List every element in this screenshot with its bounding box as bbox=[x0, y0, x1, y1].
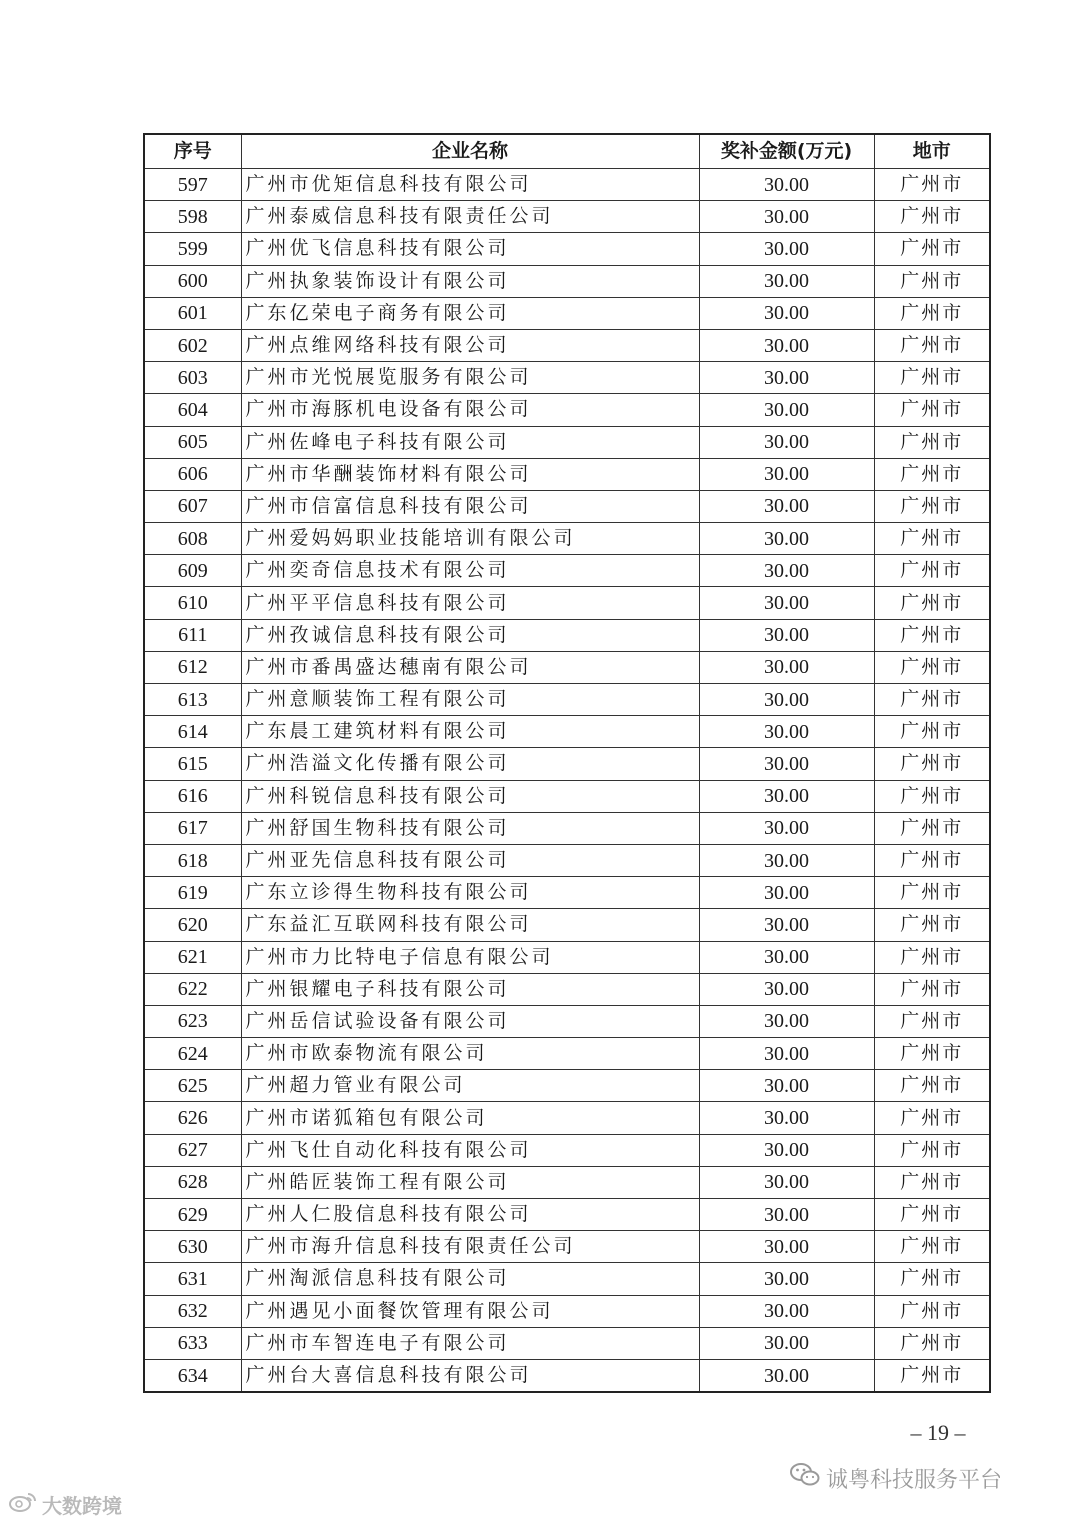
row-index: 603 bbox=[144, 362, 241, 394]
row-index: 604 bbox=[144, 394, 241, 426]
row-company: 广州浩溢文化传播有限公司 bbox=[241, 748, 699, 780]
table-body bbox=[144, 169, 990, 1393]
table-row bbox=[144, 329, 990, 361]
row-company: 广州科锐信息科技有限公司 bbox=[241, 780, 699, 812]
table-row bbox=[144, 684, 990, 716]
row-amount: 30.00 bbox=[699, 362, 874, 394]
row-index: 624 bbox=[144, 1038, 241, 1070]
row-city: 广州市 bbox=[874, 684, 990, 716]
row-city: 广州市 bbox=[874, 812, 990, 844]
row-company: 广州市海升信息科技有限责任公司 bbox=[241, 1231, 699, 1263]
table-row bbox=[144, 1166, 990, 1198]
row-city: 广州市 bbox=[874, 780, 990, 812]
row-index: 617 bbox=[144, 812, 241, 844]
table-row bbox=[144, 619, 990, 651]
row-city: 广州市 bbox=[874, 651, 990, 683]
row-amount: 30.00 bbox=[699, 169, 874, 201]
row-company: 广州平平信息科技有限公司 bbox=[241, 587, 699, 619]
row-amount: 30.00 bbox=[699, 1359, 874, 1392]
table-header bbox=[144, 134, 990, 169]
row-company: 广州亚先信息科技有限公司 bbox=[241, 844, 699, 876]
row-amount: 30.00 bbox=[699, 812, 874, 844]
header-city: 地市 bbox=[874, 134, 990, 169]
row-company: 广州市欧泰物流有限公司 bbox=[241, 1038, 699, 1070]
row-company: 广东立诊得生物科技有限公司 bbox=[241, 877, 699, 909]
row-amount: 30.00 bbox=[699, 1102, 874, 1134]
row-index: 602 bbox=[144, 329, 241, 361]
table-row bbox=[144, 844, 990, 876]
table-row bbox=[144, 1070, 990, 1102]
row-amount: 30.00 bbox=[699, 1005, 874, 1037]
row-city: 广州市 bbox=[874, 716, 990, 748]
table-row bbox=[144, 297, 990, 329]
row-company: 广州超力管业有限公司 bbox=[241, 1070, 699, 1102]
row-index: 608 bbox=[144, 523, 241, 555]
table-row bbox=[144, 1005, 990, 1037]
row-city: 广州市 bbox=[874, 1199, 990, 1231]
row-amount: 30.00 bbox=[699, 651, 874, 683]
row-company: 广州市诺狐箱包有限公司 bbox=[241, 1102, 699, 1134]
table-row bbox=[144, 780, 990, 812]
row-index: 597 bbox=[144, 169, 241, 201]
row-index: 625 bbox=[144, 1070, 241, 1102]
table-row bbox=[144, 941, 990, 973]
row-city: 广州市 bbox=[874, 1102, 990, 1134]
table-row bbox=[144, 909, 990, 941]
table-row bbox=[144, 587, 990, 619]
table-row bbox=[144, 1038, 990, 1070]
table-row bbox=[144, 169, 990, 201]
row-index: 633 bbox=[144, 1327, 241, 1359]
row-company: 广州舒国生物科技有限公司 bbox=[241, 812, 699, 844]
row-city: 广州市 bbox=[874, 555, 990, 587]
row-index: 629 bbox=[144, 1199, 241, 1231]
row-index: 622 bbox=[144, 973, 241, 1005]
table-row bbox=[144, 426, 990, 458]
row-amount: 30.00 bbox=[699, 1263, 874, 1295]
row-index: 610 bbox=[144, 587, 241, 619]
row-city: 广州市 bbox=[874, 1038, 990, 1070]
row-city: 广州市 bbox=[874, 877, 990, 909]
wechat-icon bbox=[790, 1462, 820, 1494]
row-city: 广州市 bbox=[874, 233, 990, 265]
row-index: 628 bbox=[144, 1166, 241, 1198]
row-company: 广东亿荣电子商务有限公司 bbox=[241, 297, 699, 329]
row-company: 广东益汇互联网科技有限公司 bbox=[241, 909, 699, 941]
row-amount: 30.00 bbox=[699, 1327, 874, 1359]
table-row bbox=[144, 523, 990, 555]
row-index: 631 bbox=[144, 1263, 241, 1295]
row-amount: 30.00 bbox=[699, 1199, 874, 1231]
row-city: 广州市 bbox=[874, 1359, 990, 1392]
row-index: 601 bbox=[144, 297, 241, 329]
table-row bbox=[144, 1134, 990, 1166]
row-amount: 30.00 bbox=[699, 909, 874, 941]
row-amount: 30.00 bbox=[699, 458, 874, 490]
table-row bbox=[144, 716, 990, 748]
table-row bbox=[144, 1359, 990, 1392]
row-company: 广州市光悦展览服务有限公司 bbox=[241, 362, 699, 394]
row-index: 606 bbox=[144, 458, 241, 490]
row-amount: 30.00 bbox=[699, 844, 874, 876]
row-company: 广州奕奇信息技术有限公司 bbox=[241, 555, 699, 587]
row-city: 广州市 bbox=[874, 587, 990, 619]
row-company: 广州遇见小面餐饮管理有限公司 bbox=[241, 1295, 699, 1327]
row-index: 600 bbox=[144, 265, 241, 297]
row-index: 616 bbox=[144, 780, 241, 812]
row-city: 广州市 bbox=[874, 973, 990, 1005]
table-row bbox=[144, 233, 990, 265]
table-row bbox=[144, 1231, 990, 1263]
row-city: 广州市 bbox=[874, 941, 990, 973]
row-amount: 30.00 bbox=[699, 426, 874, 458]
row-company: 广州市优矩信息科技有限公司 bbox=[241, 169, 699, 201]
row-amount: 30.00 bbox=[699, 1038, 874, 1070]
header-index: 序号 bbox=[144, 134, 241, 169]
row-company: 广州银耀电子科技有限公司 bbox=[241, 973, 699, 1005]
row-company: 广州淘派信息科技有限公司 bbox=[241, 1263, 699, 1295]
row-index: 613 bbox=[144, 684, 241, 716]
row-city: 广州市 bbox=[874, 844, 990, 876]
row-amount: 30.00 bbox=[699, 716, 874, 748]
row-company: 广州皓匠装饰工程有限公司 bbox=[241, 1166, 699, 1198]
row-company: 广州点维网络科技有限公司 bbox=[241, 329, 699, 361]
row-company: 广州佐峰电子科技有限公司 bbox=[241, 426, 699, 458]
row-index: 619 bbox=[144, 877, 241, 909]
row-city: 广州市 bbox=[874, 1166, 990, 1198]
row-amount: 30.00 bbox=[699, 587, 874, 619]
row-company: 广州人仁股信息科技有限公司 bbox=[241, 1199, 699, 1231]
row-city: 广州市 bbox=[874, 1231, 990, 1263]
row-index: 621 bbox=[144, 941, 241, 973]
row-index: 611 bbox=[144, 619, 241, 651]
row-city: 广州市 bbox=[874, 1134, 990, 1166]
header-company: 企业名称 bbox=[241, 134, 699, 169]
page-number: – 19 – bbox=[910, 1420, 966, 1445]
row-city: 广州市 bbox=[874, 490, 990, 522]
row-city: 广州市 bbox=[874, 1295, 990, 1327]
table-row bbox=[144, 394, 990, 426]
table-row bbox=[144, 490, 990, 522]
row-amount: 30.00 bbox=[699, 555, 874, 587]
row-company: 广州市华酬装饰材料有限公司 bbox=[241, 458, 699, 490]
row-company: 广州市力比特电子信息有限公司 bbox=[241, 941, 699, 973]
row-city: 广州市 bbox=[874, 1070, 990, 1102]
row-company: 广州市海豚机电设备有限公司 bbox=[241, 394, 699, 426]
row-amount: 30.00 bbox=[699, 748, 874, 780]
row-company: 广州飞仕自动化科技有限公司 bbox=[241, 1134, 699, 1166]
row-amount: 30.00 bbox=[699, 619, 874, 651]
table-row bbox=[144, 362, 990, 394]
row-index: 612 bbox=[144, 651, 241, 683]
table-row bbox=[144, 877, 990, 909]
row-amount: 30.00 bbox=[699, 297, 874, 329]
row-city: 广州市 bbox=[874, 265, 990, 297]
row-city: 广州市 bbox=[874, 1005, 990, 1037]
row-index: 615 bbox=[144, 748, 241, 780]
row-index: 626 bbox=[144, 1102, 241, 1134]
table-row bbox=[144, 748, 990, 780]
row-amount: 30.00 bbox=[699, 265, 874, 297]
row-index: 609 bbox=[144, 555, 241, 587]
row-city: 广州市 bbox=[874, 523, 990, 555]
row-company: 广州市信富信息科技有限公司 bbox=[241, 490, 699, 522]
table-row bbox=[144, 201, 990, 233]
row-city: 广州市 bbox=[874, 748, 990, 780]
table-row bbox=[144, 1295, 990, 1327]
row-amount: 30.00 bbox=[699, 941, 874, 973]
row-amount: 30.00 bbox=[699, 973, 874, 1005]
weibo-watermark-text: 大数跨境 bbox=[42, 1494, 122, 1518]
row-company: 广州爱妈妈职业技能培训有限公司 bbox=[241, 523, 699, 555]
row-city: 广州市 bbox=[874, 1263, 990, 1295]
row-city: 广州市 bbox=[874, 1327, 990, 1359]
row-company: 广州泰威信息科技有限责任公司 bbox=[241, 201, 699, 233]
row-company: 广州岳信试验设备有限公司 bbox=[241, 1005, 699, 1037]
table-row bbox=[144, 1199, 990, 1231]
row-company: 广州台大喜信息科技有限公司 bbox=[241, 1359, 699, 1392]
row-index: 634 bbox=[144, 1359, 241, 1392]
header-row bbox=[144, 134, 990, 169]
table-row bbox=[144, 265, 990, 297]
row-amount: 30.00 bbox=[699, 201, 874, 233]
row-company: 广州市车智连电子有限公司 bbox=[241, 1327, 699, 1359]
table-row bbox=[144, 1327, 990, 1359]
row-company: 广州市番禺盛达穗南有限公司 bbox=[241, 651, 699, 683]
row-index: 618 bbox=[144, 844, 241, 876]
row-index: 632 bbox=[144, 1295, 241, 1327]
row-index: 630 bbox=[144, 1231, 241, 1263]
table-row bbox=[144, 812, 990, 844]
row-amount: 30.00 bbox=[699, 329, 874, 361]
wechat-watermark-text: 诚粤科技服务平台 bbox=[826, 1467, 1003, 1493]
award-table bbox=[143, 133, 991, 1393]
row-city: 广州市 bbox=[874, 426, 990, 458]
row-company: 广东晨工建筑材料有限公司 bbox=[241, 716, 699, 748]
row-index: 605 bbox=[144, 426, 241, 458]
row-city: 广州市 bbox=[874, 909, 990, 941]
row-amount: 30.00 bbox=[699, 1231, 874, 1263]
row-company: 广州优飞信息科技有限公司 bbox=[241, 233, 699, 265]
row-city: 广州市 bbox=[874, 329, 990, 361]
row-amount: 30.00 bbox=[699, 684, 874, 716]
table-row bbox=[144, 1263, 990, 1295]
row-city: 广州市 bbox=[874, 362, 990, 394]
row-index: 598 bbox=[144, 201, 241, 233]
row-city: 广州市 bbox=[874, 458, 990, 490]
header-amount: 奖补金额(万元) bbox=[699, 134, 874, 169]
row-amount: 30.00 bbox=[699, 1134, 874, 1166]
table-row bbox=[144, 651, 990, 683]
row-city: 广州市 bbox=[874, 297, 990, 329]
row-amount: 30.00 bbox=[699, 233, 874, 265]
row-amount: 30.00 bbox=[699, 780, 874, 812]
row-city: 广州市 bbox=[874, 169, 990, 201]
row-amount: 30.00 bbox=[699, 1070, 874, 1102]
row-index: 599 bbox=[144, 233, 241, 265]
row-index: 607 bbox=[144, 490, 241, 522]
table-row bbox=[144, 1102, 990, 1134]
weibo-icon bbox=[8, 1490, 38, 1519]
wechat-watermark bbox=[790, 1462, 1002, 1494]
table-row bbox=[144, 973, 990, 1005]
row-index: 620 bbox=[144, 909, 241, 941]
row-amount: 30.00 bbox=[699, 490, 874, 522]
row-index: 623 bbox=[144, 1005, 241, 1037]
row-amount: 30.00 bbox=[699, 877, 874, 909]
table-row bbox=[144, 458, 990, 490]
table-row bbox=[144, 555, 990, 587]
row-company: 广州孜诚信息科技有限公司 bbox=[241, 619, 699, 651]
row-amount: 30.00 bbox=[699, 523, 874, 555]
row-amount: 30.00 bbox=[699, 1295, 874, 1327]
row-amount: 30.00 bbox=[699, 1166, 874, 1198]
row-index: 627 bbox=[144, 1134, 241, 1166]
weibo-watermark bbox=[8, 1490, 122, 1519]
row-company: 广州意顺装饰工程有限公司 bbox=[241, 684, 699, 716]
row-amount: 30.00 bbox=[699, 394, 874, 426]
row-city: 广州市 bbox=[874, 394, 990, 426]
row-city: 广州市 bbox=[874, 201, 990, 233]
row-index: 614 bbox=[144, 716, 241, 748]
row-city: 广州市 bbox=[874, 619, 990, 651]
row-company: 广州执象装饰设计有限公司 bbox=[241, 265, 699, 297]
